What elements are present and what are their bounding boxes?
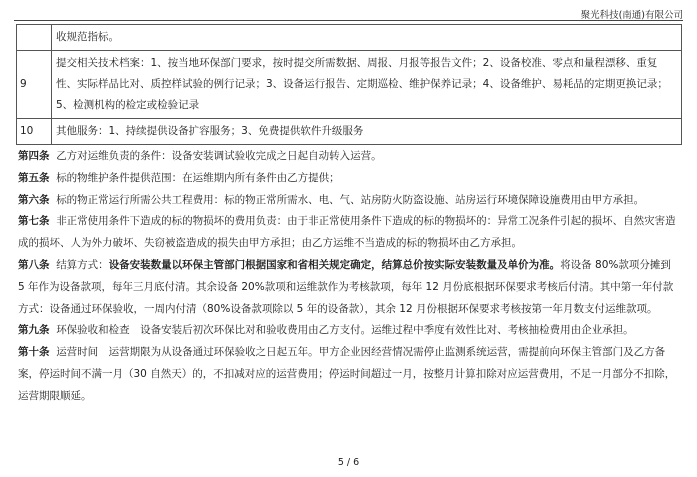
service-items-table [16, 24, 682, 145]
clause-5 [18, 168, 680, 190]
header-divider [14, 20, 683, 21]
clause-10 [18, 342, 680, 407]
clause-8 [18, 255, 680, 320]
clause-text: 将设备 80%款项分摊到 5 年作为设备款项，每年三月底付清。其余设备 20%款项和运维款作为考核款项，每年 12 月份底根据环保要求考核后付清。其中第一年付款方式：设备通过环保验收，一周内付清（80%设备款项除以 5 年的设备款），其余 12 月份根据环保要求考核按第一年月数支付运维款项。 [18, 258, 674, 315]
clause-text: 非正常使用条件下造成的标的物损坏的费用负责：由于非正常使用条件下造成的标的物损坏的：异常工况条件引起的损坏、自然灾害造成的损坏、人为外力破坏、失窃被盗造成的损失由甲方承担；由乙方运维不当造成的标的物损坏由乙方承担。 [18, 215, 676, 250]
clause-lead: 结算方式： [56, 258, 109, 271]
clause-7 [18, 211, 680, 255]
clause-label: 第七条 [18, 215, 50, 228]
row-number: 9 [17, 51, 52, 119]
clause-label: 第四条 [18, 150, 50, 162]
clause-6 [18, 190, 680, 212]
clause-label: 第八条 [18, 258, 50, 271]
clause-label: 第十条 [18, 346, 50, 359]
clause-9 [18, 320, 680, 342]
row-text: 提交相关技术档案：1、按当地环保部门要求，按时提交所需数据、周报、月报等报告文件；2、设备校准、零点和量程漂移、重复性、实际样品比对、质控样试验的例行记录；3、设备运行报告、定期巡检、维护保养记录；4、设备维护、易耗品的定期更换记录；5、检测机构的检定或检验记录 [52, 51, 682, 119]
clause-bold-text: 设备安装数量以环保主管部门根据国家和省相关规定确定，结算总价按实际安装数量及单价为准。 [108, 258, 561, 271]
clause-label: 第六条 [18, 193, 50, 206]
clause-text: 标的物正常运行所需公共工程费用：标的物正常所需水、电、气、站房防火防盗设施、站房运行环境保障设施费用由甲方承担。 [56, 193, 645, 206]
page-number: 5 / 6 [337, 457, 360, 468]
clause-4 [18, 146, 680, 168]
table-row [17, 25, 682, 51]
table-row [17, 51, 682, 119]
contract-clauses [18, 146, 680, 408]
table-row [17, 119, 682, 145]
clause-text: 环保验收和检查 设备安装后初次环保比对和验收费用由乙方支付。运维过程中季度有效性比对、考核抽检费用由企业承担。 [56, 324, 634, 337]
company-name: 聚光科技(南通)有限公司 [580, 10, 683, 21]
row-text: 其他服务：1、持续提供设备扩容服务；3、免费提供软件升级服务 [52, 119, 682, 145]
clause-label: 第九条 [18, 324, 50, 337]
clause-text: 标的物维护条件提供范围：在运维期内所有条件由乙方提供； [56, 171, 340, 184]
row-number [17, 25, 52, 51]
clause-text: 运营时间 运营期限为从设备通过环保验收之日起五年。甲方企业因经营情况需停止监测系统运营，需提前向环保主管部门及乙方备案，停运时间不满一月（30 自然天）的，不扣减对应的运营费用；停运时间超过一月，按整月计算扣除对应运营费用，不足一月部分不扣除，运营期限顺延。 [18, 346, 676, 402]
clause-label: 第五条 [18, 171, 50, 184]
row-text: 收规范指标。 [52, 25, 682, 51]
clause-text: 乙方对运维负责的条件：设备安装调试验收完成之日起自动转入运营。 [56, 150, 382, 162]
row-number: 10 [17, 119, 52, 145]
